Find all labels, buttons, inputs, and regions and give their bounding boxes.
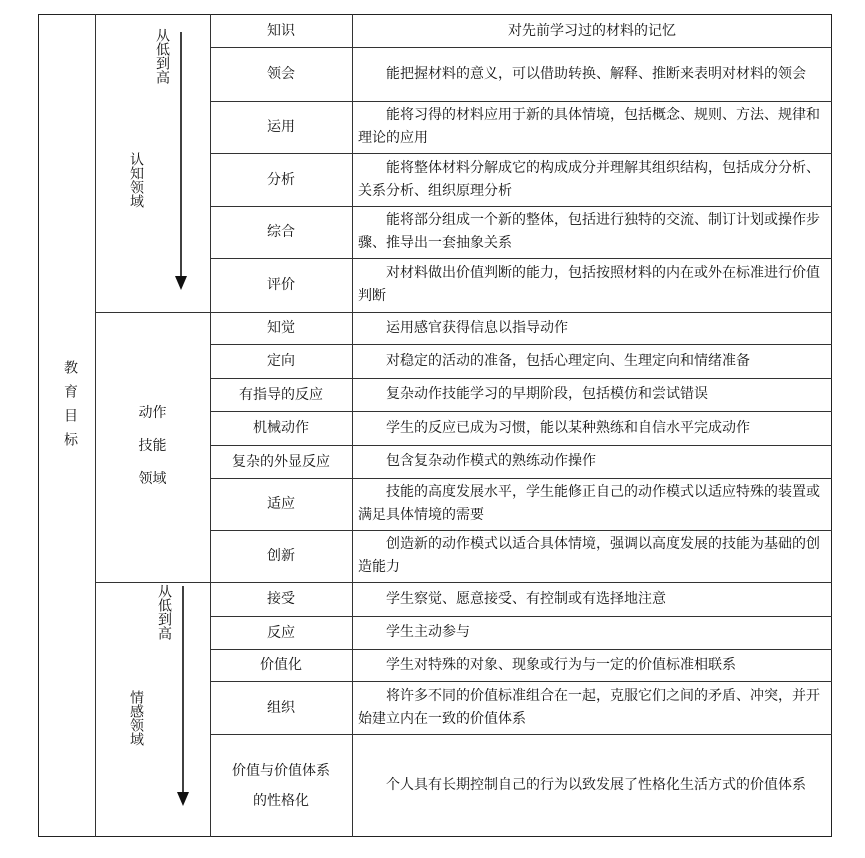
description-cell: 对稳定的活动的准备，包括心理定向、生理定向和情绪准备 — [386, 352, 750, 369]
education-goal-label: 教育目标 — [62, 360, 78, 456]
level-line: 的性格化 — [253, 792, 309, 809]
description-cell: 学生对特殊的对象、现象或行为与一定的价值标准相联系 — [386, 656, 736, 673]
level-cell: 知觉 — [267, 320, 295, 336]
level-cell: 评价 — [267, 277, 295, 293]
level-cell: 适应 — [267, 496, 295, 512]
header-knowledge: 知识 — [267, 22, 295, 39]
description-cell: 学生的反应已成为习惯，能以某种熟练和自信水平完成动作 — [386, 419, 750, 436]
cognitive-order-label: 从低到高 — [154, 28, 170, 84]
level-line: 价值与价值体系 — [232, 762, 330, 779]
description-cell: 个人具有长期控制自己的行为以致发展了性格化生活方式的价值体系 — [386, 777, 806, 793]
description-cell: 运用感官获得信息以指导动作 — [386, 319, 568, 336]
description-cell: 学生察觉、愿意接受、有控制或有选择地注意 — [386, 590, 666, 607]
level-cell — [210, 734, 352, 837]
level-cell: 复杂的外显反应 — [232, 453, 330, 470]
motor-domain-label-2: 技能 — [138, 438, 167, 454]
description-cell: 对材料做出价值判断的能力，包括按照材料的内在或外在标准进行价值判断 — [358, 265, 820, 304]
motor-domain-label-1: 动作 — [138, 405, 167, 421]
level-cell: 领会 — [267, 66, 295, 82]
cognitive-domain-label: 认知领域 — [128, 152, 144, 208]
description-cell: 能把握材料的意义，可以借助转换、解释、推断来表明对材料的领会 — [386, 65, 806, 82]
level-cell: 创新 — [267, 548, 295, 564]
level-cell: 价值化 — [260, 657, 302, 673]
level-cell: 分析 — [267, 171, 295, 188]
col-divider-1 — [95, 14, 96, 837]
level-cell: 组织 — [267, 699, 295, 716]
level-cell: 定向 — [267, 353, 295, 369]
description-cell: 复杂动作技能学习的早期阶段，包括模仿和尝试错误 — [386, 386, 708, 402]
affective-order-label: 从低到高 — [156, 584, 172, 640]
level-cell: 机械动作 — [253, 420, 309, 436]
description-cell: 将许多不同的价值标准组合在一起，克服它们之间的矛盾、冲突，并开始建立内在一致的价值体系 — [358, 687, 820, 727]
level-cell: 反应 — [267, 624, 295, 641]
level-cell: 有指导的反应 — [239, 386, 323, 403]
arrow-down-icon — [174, 32, 188, 292]
description-cell: 能将习得的材料应用于新的具体情境，包括概念、规则、方法、规律和理论的应用 — [358, 107, 820, 146]
description-cell: 能将整体材料分解成它的构成成分并理解其组织结构，包括成分分析、关系分析、组织原理分析 — [358, 159, 820, 199]
description-cell: 技能的高度发展水平，学生能修正自己的动作模式以适应特殊的装置或满足具体情境的需要 — [358, 484, 820, 523]
level-cell: 综合 — [267, 224, 295, 240]
level-cell: 运用 — [267, 119, 295, 135]
level-cell: 接受 — [267, 591, 295, 607]
description-cell: 创造新的动作模式以适合具体情境，强调以高度发展的技能为基础的创造能力 — [358, 536, 820, 575]
description-cell: 学生主动参与 — [386, 624, 470, 640]
motor-domain-label-3: 领域 — [138, 471, 167, 487]
header-memory: 对先前学习过的材料的记忆 — [508, 22, 676, 39]
description-cell: 能将部分组成一个新的整体，包括进行独特的交流、制订计划或操作步骤、推导出一套抽象关系 — [358, 212, 820, 251]
affective-domain-label: 情感领域 — [128, 690, 144, 746]
arrow-down-icon — [176, 586, 190, 808]
description-cell: 包含复杂动作模式的熟练动作操作 — [386, 453, 596, 469]
